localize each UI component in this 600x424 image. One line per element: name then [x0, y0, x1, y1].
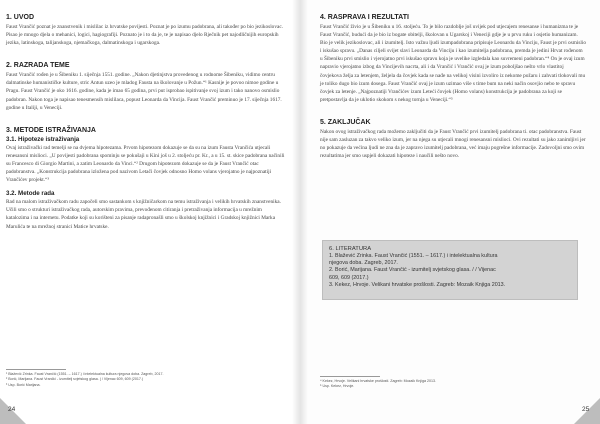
- literature-box: [322, 240, 578, 300]
- section-text-rasprava: Faust Vrančić živio je u Šibeniku u 16. stoljeću. To je bilo razdoblje još uvijek pod utjecajem renesanse i humanizma te je Faust Vrančić, budući da je bio iz bogate obitelji, školovan u Ugarskoj i Veneciji gdje je u prvu ruku i osjetio humanizam. Bio je velik jezikoslovac, ali i izumitelj. Isto važnu ljudi izumpadobrana pripisuje Leonardu da Vinciju, Faust je prvi osmislio i iskušao spravu. „Danas ciljeli svijet slavi Leonarda da Vinciju i kao izumitelja padobrana, premda je jedini Hrvat rođenom u Šibeniku prvi smislio i vjerojatno prvi iskušao spravu koja je uvelike izgledala kao suvremeni padobran.“⁴ On je ovaj izum napravio vjerojatno izbog da Vincijevih nacrta, ali i da Vrančić i Vrančić ovaj je izum poboljšao nešto vrlo vlastitoj čovjekova želja za letenjem, željela da čovjek kada se nađe na velikoj visini izvoliro iz nekome požaru i zahvati tlokovali mu je toliko dugo bio izum dosega. Faust Vrančić ovaj je izum uzimao više s time bum na neki način osovjio nebo te spravu čovjek za letenje. „Najpoznatiji Vrančićev izum Leteći čovjek (Homo volans) konstrukcija je padobrana za koji se pretpostavlja da je uklotio skokom s nekog tornja u Veneciji.“⁵: [320, 24, 586, 103]
- subsection-text-hipoteze: Ovaj istraživački rad temelji se na dvjema hipotezama. Prvom hipotezom dokazuje se da su na izum Fausta Vrančića utjecali renesansni mislioci. „U povijesti padobrana spominju se pokušaji u Kini još u 2. stoljeću pr. Kr., a u 15. st. skice padobrana načinili su Francesco di Giorgio Martini, a zatim Leonardo da Vinci.“² Drugom hipotezom dokazuje se da je Faust Vrančić otac padobranstva. „Konstrukcija padobrana izložena pod nazivom Letači čovjek odnosno Homo volans vjerojatno je najpoznatiji Vrančićev projekt.“³: [6, 144, 285, 184]
- footnotes-left: [6, 372, 276, 388]
- footnote-3: ³ Usp. Borić Marijana.: [6, 382, 41, 387]
- right-page-content: [320, 14, 586, 166]
- footnote-1: ¹ Blažević Zrinka. Faust Vrančić (1551. – 1617.) i intelektualna kultura njegova doba. Zagreb, 2017.: [6, 372, 164, 376]
- section-title-zakljucak: 5. ZAKLJUČAK: [320, 118, 371, 126]
- section-text-razrada-teme: Faust Vrančić rođen je u Šibeniku 1. siječnja 1551. godine. „Nakon djetinjstva provedenog u rodnome Šibeniku, vidimo centru dalmatinske humanističke kulture, stric Antun uzeo je mladog Fausta na školovanje u Požun.“¹ Kasnije je povoo nimoe godine u Pragu. Faust Vrančić je oko 1616. godine, kada je imao 65 godina, prvi put isprobao ispitivanje svoj izum i tako nanovo osmislio padobran. Nakon toga je napisao tenesmensih mislilaca, popust Leonarda da Vincija. Faust Vrančić preminuo je 17. siječnja 1617. godine u Italiji, u Veneciji.: [6, 72, 282, 111]
- literature-item: 1. Blažević Zrinka. Faust Vrančić (1551. – 1617.) i intelektualna kultura: [329, 253, 498, 259]
- literature-title: 6. LITERATURA: [329, 246, 372, 252]
- section-title-razrada-teme: 2. RAZRADA TEME: [6, 62, 70, 70]
- section-text-uvod: Faust Vrančić poznat je znanstvenik i mislilac iz hrvatske povijesti. Poznat je po izumu padobrana, ali također po bio jezikoslovac. Pisao je mnogo djela o mehanici, logici, hagiografiji. Poznato je i to da je, te je napisao djelo Rječnik pet najodličnijih europskih jezika, latinskoga, talijanskoga, njemačkoga, dalmatinskoga i ugarskoga.: [6, 24, 284, 47]
- section-title-rasprava: 4. RASPRAVA I REZULTATI: [320, 14, 409, 21]
- right-page: [300, 0, 600, 424]
- section-text-zakljucak: Nakon ovog istraživačkog rada možemo zaključiti da je Faust Vrančić prvi izumitelj padobrana ti. otac padobranstva. Faust nije sam zasluzan za takvo veliko izum, jer na njega su utjecali mnogi renesansni mislioci. Ovi rezultati su jako zanimljivi jer no pokazuje da većina ljudi ne zna da je zapravo izumitelj padobrana, već imaju pogrešne informacije. Zadovoljni smo ovim rezultatima jer smo uspjeli dokazati hipoteze i naučili nešto novo.: [320, 128, 586, 160]
- page-number-right: 25: [582, 406, 590, 413]
- footnotes-right: [320, 379, 590, 390]
- section-title-uvod: 1. UVOD: [6, 14, 35, 21]
- literature-item: 2. Borić, Marijana. Faust Vrančić - izumitelj svjetskog glasa. / / Vijenac: [329, 267, 496, 274]
- section-title-metode: 3. METODE ISTRAŽIVANJA: [6, 126, 96, 134]
- book-gutter-shadow: [292, 0, 308, 424]
- literature-item: 609, 609 (2017.): [329, 274, 369, 281]
- footnote-divider: [320, 376, 380, 377]
- footnote-divider: [6, 369, 66, 370]
- footnote-4: ⁴ Kekez, Hrvoje. Velikani hrvatske prošlosti. Zagreb: Mozaik Knjiga 2013.: [320, 379, 436, 383]
- page-number-left: 24: [8, 406, 16, 413]
- footnote-2: ² Borić, Marijana. Faust Vrančić - izumitelj svjetskog glasa. ( / Vijenac 609, 609 (2017.): [6, 377, 144, 382]
- subsection-text-metode-rada: Rad na malom istraživačkom radu započeli smo sastankom s knjižničarkom na temu istraživanja i velikih hrvatskih znanstvenika. Učili smo o strukturi istraživačkog rada, autorskim pravima, prevođenom citiranja i pretraživanja informacija u mrežnim katalozima i na internetu. Podatke koji su korišteni za pisanje radapronašli smo u školskoj knjižnici i Gradskoj knjižnici Marka Marulića te na mrežnoj stranici Matice hrvatske.: [6, 199, 281, 230]
- subsection-title-hipoteze: 3.1. Hipoteze istraživanja: [6, 135, 80, 143]
- subsection-title-metode-rada: 3.2. Metode rada: [6, 190, 55, 198]
- left-page-content: [6, 14, 286, 237]
- literature-item: njegova doba. Zagreb, 2017.: [329, 260, 398, 267]
- footnote-5: ⁵ Usp. Kekez, Hrvoje.: [320, 384, 355, 389]
- literature-item: 3. Kekez, Hrvoje. Velikani hrvatske prošlosti. Zagreb: Mozaik Knjiga 2013.: [329, 281, 506, 288]
